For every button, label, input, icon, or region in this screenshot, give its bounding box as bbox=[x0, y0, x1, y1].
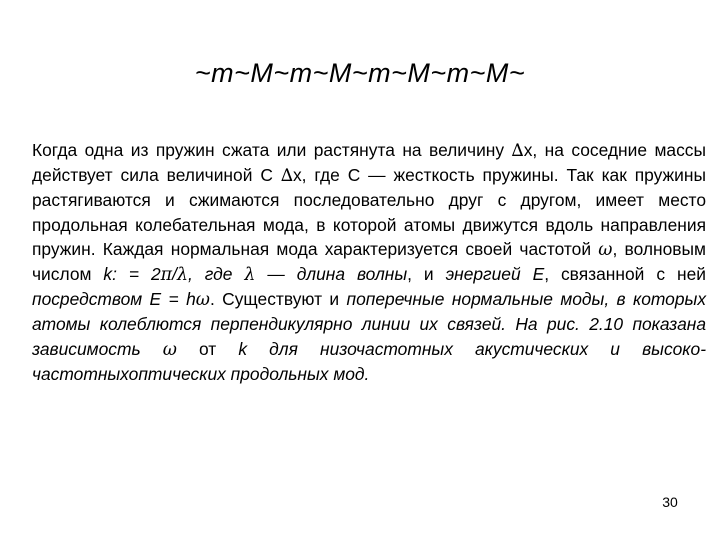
slide-title: ~m~M~m~M~m~M~m~M~ bbox=[194, 58, 526, 88]
text-run: , связанной с ней bbox=[544, 264, 706, 285]
text-run: λ bbox=[176, 265, 188, 286]
text-run: . Существуют и bbox=[209, 289, 347, 310]
text-run: π bbox=[160, 265, 173, 286]
text-run: k для низочастотных акустических и высоко-частотныхоптических продольных мод. bbox=[32, 338, 706, 384]
text-run: k: = 2 bbox=[103, 264, 161, 285]
text-run: — длина волны bbox=[255, 264, 408, 285]
page-number: 30 bbox=[662, 494, 678, 510]
text-run: x, где C — жесткость пружины. Так как пружины растягиваются и сжимаются последовательно друг с другом, имеет место продольная колебательная мода, в которой атомы движутся вдоль направления пружин. Каждая нормальная мода характеризуется своей частотой bbox=[32, 165, 706, 259]
text-run: энергией E bbox=[445, 264, 545, 285]
text-run: ω bbox=[195, 290, 210, 311]
text-run: λ bbox=[244, 265, 256, 286]
text-run: x, на соседние массы действует сила величиной C bbox=[32, 140, 706, 186]
text-run: ∆ bbox=[511, 141, 524, 161]
text-run: поперечные нормальные моды, в которых атомы колеблются перпендикулярно линии их связей. На рис. 2.10 показана зависимость bbox=[32, 289, 707, 359]
text-run: ∆ bbox=[280, 166, 293, 187]
text-run: посредством E = h bbox=[32, 289, 196, 310]
text-run: ω bbox=[162, 339, 177, 360]
body-paragraph bbox=[32, 138, 706, 386]
text-run: Когда одна из пружин сжата или растянута на величину bbox=[32, 140, 512, 160]
text-run: ω bbox=[598, 239, 613, 260]
text-run: , где bbox=[187, 264, 245, 285]
text-run: от bbox=[176, 338, 239, 359]
text-run: / bbox=[172, 264, 177, 285]
text-run: , волновым числом bbox=[32, 238, 706, 285]
text-run: , и bbox=[407, 264, 446, 285]
